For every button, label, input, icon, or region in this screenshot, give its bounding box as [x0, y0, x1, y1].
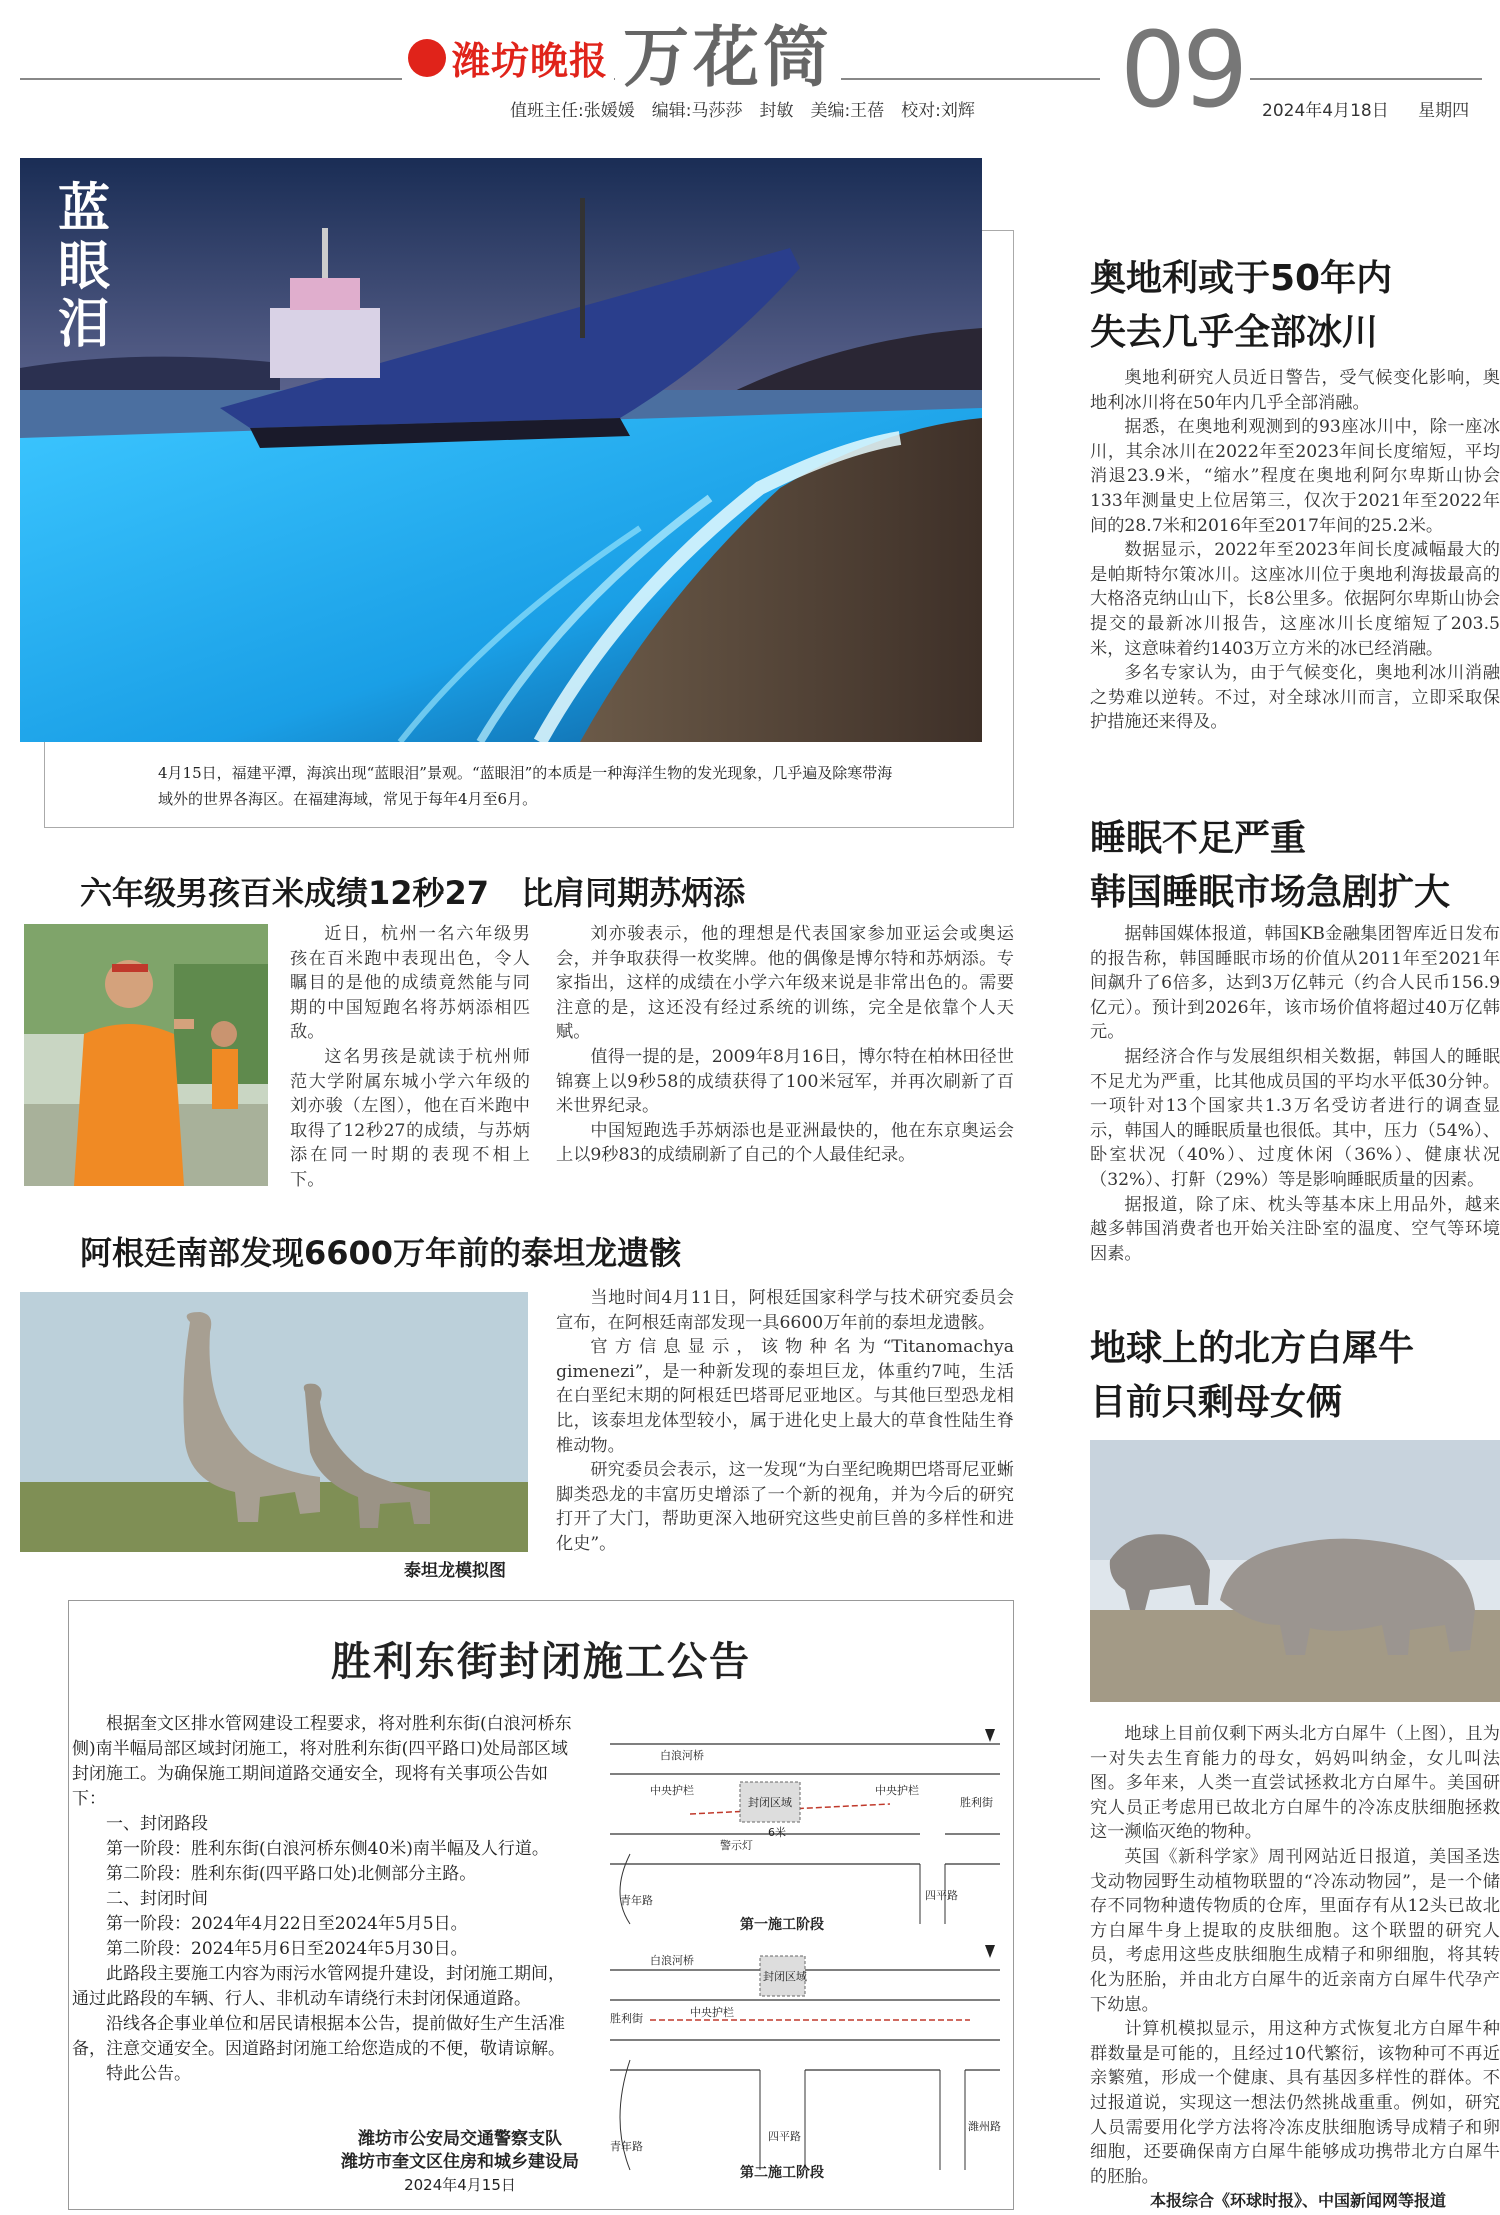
paragraph: 据悉，在奥地利观测到的93座冰川中，除一座冰川，其余冰川在2022年至2023年间长度缩短，平均消退23.9米，“缩水”程度在奥地利阿尔卑斯山协会133年测量史上位居第三，仅次于2021年至2022年间的28.7米和2016年至2017年间的25.2米。: [1090, 417, 1500, 536]
paragraph: 据经济合作与发展组织相关数据，韩国人的睡眠不足尤为严重，比其他成员国的平均水平低30分钟。一项针对13个国家共1.3万名受访者进行的调查显示，韩国人的睡眠质量也很低。其中，压力（54%）、卧室状况（40%）、过度休闲（36%）、健康状况（32%）、打鼾（29%）等是影响睡眠质量的因素。: [1090, 1046, 1500, 1190]
rhino-photo: [1090, 1440, 1500, 1702]
paragraph: 值得一提的是，2009年8月16日，博尔特在柏林田径世锦赛上以9秒58的成绩获得了100米冠军，并再次刷新了百米世界纪录。: [556, 1046, 1014, 1117]
titanosaur-headline: 阿根廷南部发现6600万年前的泰坦龙遗骸: [80, 1234, 682, 1272]
sleep-headline-line-1: 睡眠不足严重: [1090, 818, 1307, 859]
sleep-headline: [1090, 812, 1450, 920]
paragraph: 当地时间4月11日，阿根廷国家科学与技术研究委员会宣布，在阿根廷南部发现一具6600万年前的泰坦龙遗骸。: [556, 1288, 1014, 1333]
map-label: 白浪河桥: [660, 1749, 704, 1762]
paragraph: 英国《新科学家》周刊网站近日报道，美国圣迭戈动物园野生动植物联盟的“冷冻动物园”，是一个储存不同物种遗传物质的仓库，里面存有从12头已故北方白犀牛身上提取的皮肤细胞。这个联盟的研究人员，考虑用这些皮肤细胞生成精子和卵细胞，将其转化为胚胎，并由北方白犀牛的近亲南方白犀牛代孕产下幼崽。: [1090, 1846, 1500, 2015]
blue-tears-title: 蓝眼泪: [58, 179, 111, 355]
titanosaur-photo: [20, 1292, 528, 1552]
masthead-date: [1262, 96, 1469, 121]
sprint-column-2: [556, 922, 1014, 1168]
notice-item: 第二阶段：胜利东街(四平路口处)北侧部分主路。: [106, 1864, 477, 1884]
map-label: 封闭区域: [763, 1970, 807, 1983]
boy-runner-image: [24, 924, 268, 1186]
sleep-body: [1090, 922, 1500, 1266]
notice-paragraph: 特此公告。: [106, 2064, 191, 2084]
glaciers-headline-line-1: 奥地利或于50年内: [1090, 258, 1393, 299]
map-label: 胜利街: [610, 2012, 643, 2025]
north-arrow-icon: [985, 1729, 995, 1742]
bioluminescent-beach-image: [20, 158, 982, 742]
glaciers-body: [1090, 366, 1500, 735]
date: 2024年4月18日: [1262, 101, 1389, 121]
page-number: 09: [1114, 18, 1250, 122]
paragraph: 数据显示，2022年至2023年间长度减幅最大的是帕斯特尔策冰川。这座冰川位于奥地利海拔最高的大格洛克纳山山下，长8公里多。依据阿尔卑斯山协会提交的最新冰川报告，这座冰川长度缩短了203.5米，这意味着约1403万立方米的冰已经消融。: [1090, 540, 1500, 659]
map-label: 中央护栏: [875, 1784, 919, 1797]
map-label: 青年路: [610, 2140, 643, 2153]
titanosaur-body: [556, 1286, 1014, 1557]
paragraph: 官方信息显示，该物种名为“Titanomachya gimenezi”，是一种新发现的泰坦巨龙，体重约7吨，生活在白垩纪末期的阿根廷巴塔哥尼亚地区。与其他巨型恐龙相比，该泰坦龙体型较小，属于进化史上最大的草食性陆生脊椎动物。: [556, 1337, 1014, 1456]
titanosaur-image-caption: 泰坦龙模拟图: [404, 1561, 506, 1581]
map-stage-2-caption: 第二施工阶段: [740, 2165, 824, 2181]
logo: [402, 30, 614, 85]
map-label: 警示灯: [720, 1839, 753, 1852]
blue-tears-photo: [20, 158, 982, 742]
notice-signature: [300, 2128, 620, 2197]
sleep-headline-line-2: 韩国睡眠市场急剧扩大: [1090, 872, 1451, 913]
rhino-headline-line-1: 地球上的北方白犀牛: [1090, 1328, 1415, 1369]
map-stage-2-diagram: [590, 1940, 1010, 2180]
weekday: 星期四: [1418, 101, 1470, 121]
map-stage-1-caption: 第一施工阶段: [740, 1917, 824, 1933]
notice-paragraph: 此路段主要施工内容为雨污水管网提升建设，封闭施工期间，通过此路段的车辆、行人、非机动车请绕行未封闭保通道路。: [72, 1964, 565, 2009]
masthead-rule-right: [1232, 78, 1482, 80]
glaciers-headline: [1090, 252, 1392, 360]
construction-map-stage-2: [590, 1940, 1010, 2180]
map-label: 中央护栏: [650, 1784, 694, 1797]
north-arrow-icon: [985, 1945, 995, 1958]
map-label: 四平路: [925, 1889, 958, 1902]
blue-tears-caption: 4月15日，福建平潭，海滨出现“蓝眼泪”景观。“蓝眼泪”的本质是一种海洋生物的发光现象，几乎遍及除寒带海域外的世界各海区。在福建海域，常见于每年4月至6月。: [158, 764, 893, 808]
map-label: 四平路: [768, 2130, 801, 2143]
rhino-body: [1090, 1722, 1500, 2189]
notice-title: 胜利东街封闭施工公告: [331, 1639, 751, 1685]
glaciers-headline-line-2: 失去几乎全部冰川: [1090, 312, 1379, 353]
notice-paragraph: 沿线各企事业单位和居民请根据本公告，提前做好生产生活准备，注意交通安全。因道路封闭施工给您造成的不便，敬请谅解。: [72, 2014, 565, 2059]
sprint-headline: 六年级男孩百米成绩12秒27 比肩同期苏炳添: [80, 874, 746, 912]
map-label: 青年路: [620, 1894, 653, 1907]
paragraph: 据报道，除了床、枕头等基本床上用品外，越来越多韩国消费者也开始关注卧室的温度、空气等环境因素。: [1090, 1194, 1500, 1264]
sprint-photo: [24, 924, 268, 1186]
white-rhino-image: [1090, 1440, 1500, 1702]
logo-mark-icon: [408, 39, 446, 77]
paragraph: 中国短跑选手苏炳添也是亚洲最快的，他在东京奥运会上以9秒83的成绩刷新了自己的个人最佳纪录。: [556, 1120, 1014, 1166]
paragraph: 这名男孩是就读于杭州师范大学附属东城小学六年级的刘亦骏（左图），他在百米跑中取得了12秒27的成绩，与苏炳添在同一时期的表现不相上下。: [290, 1046, 530, 1190]
paragraph: 据韩国媒体报道，韩国KB金融集团智库近日发布的报告称，韩国睡眠市场的价值从2011年至2021年间飙升了6倍多，达到3万亿韩元（约合人民币156.9亿元）。预计到2026年，该市场价值将超过40万亿韩元。: [1090, 924, 1500, 1043]
map-label: 胜利街: [960, 1796, 993, 1809]
map-label: 白浪河桥: [650, 1954, 694, 1967]
rhino-headline: [1090, 1322, 1414, 1430]
paragraph: 奥地利研究人员近日警告，受气候变化影响，奥地利冰川将在50年内几乎全部消融。: [1090, 368, 1500, 413]
notice-date: 2024年4月15日: [404, 2176, 516, 2194]
paragraph: 近日，杭州一名六年级男孩在百米跑中表现出色，令人瞩目的是他的成绩竟然能与同期的中国短跑名将苏炳添相匹敌。: [290, 924, 530, 1043]
sprint-column-1: [290, 922, 530, 1193]
titanosaur-model-image: [20, 1292, 528, 1552]
construction-map-stage-1: [590, 1724, 1010, 1934]
paragraph: 地球上目前仅剩下两头北方白犀牛（上图），且为一对失去生育能力的母女，妈妈叫纳金，女儿叫法图。多年来，人类一直尝试拯救北方白犀牛。美国研究人员正考虑用已故北方白犀牛的冷冻皮肤细胞拯救这一濒临灭绝的物种。: [1090, 1724, 1500, 1843]
notice-item: 二、封闭时间: [106, 1889, 208, 1909]
map-label: 潍州路: [968, 2120, 1001, 2133]
notice-item: 第二阶段：2024年5月6日至2024年5月30日。: [106, 1939, 468, 1959]
notice-item: 一、封闭路段: [106, 1814, 208, 1834]
notice-item: 第一阶段：2024年4月22日至2024年5月5日。: [106, 1914, 468, 1934]
map-label: 封闭区域: [748, 1796, 792, 1809]
map-label: 中央护栏: [690, 2006, 734, 2019]
notice-item: 第一阶段：胜利东街(白浪河桥东侧40米)南半幅及人行道。: [106, 1839, 549, 1859]
notice-signer-2: 潍坊市奎文区住房和城乡建设局: [341, 2152, 579, 2172]
paragraph: 研究委员会表示，这一发现“为白垩纪晚期巴塔哥尼亚蜥脚类恐龙的丰富历史增添了一个新的视角，并为今后的研究打开了大门，帮助更深入地研究这些史前巨兽的多样性和进化史”。: [556, 1460, 1014, 1554]
logo-text: 潍坊晚报: [452, 39, 609, 83]
rhino-source: 本报综合《环球时报》、中国新闻网等报道: [1150, 2191, 1447, 2210]
notice-body: [72, 1712, 580, 2087]
map-stage-1-diagram: [590, 1724, 1010, 1934]
paragraph: 计算机模拟显示，用这种方式恢复北方白犀牛种群数量是可能的，且经过10代繁衍，该物种可不再近亲繁殖，形成一个健康、具有基因多样性的群体。不过报道说，实现这一想法仍然挑战重重。例如，研究人员需要用化学方法将冷冻皮肤细胞诱导成精子和卵细胞，还要确保南方白犀牛能够成功携带北方白犀牛的胚胎。: [1090, 2019, 1500, 2187]
rhino-headline-line-2: 目前只剩母女俩: [1090, 1382, 1343, 1423]
notice-signer-1: 潍坊市公安局交通警察支队: [358, 2129, 562, 2149]
paragraph: 刘亦骏表示，他的理想是代表国家参加亚运会或奥运会，并争取获得一枚奖牌。他的偶像是博尔特和苏炳添。专家指出，这样的成绩在小学六年级来说是非常出色的。需要注意的是，这还没有经过系统的训练，完全是依靠个人天赋。: [556, 924, 1014, 1043]
map-label: 6米: [768, 1826, 786, 1839]
masthead-credits: 值班主任:张媛媛 编辑:马莎莎 封敏 美编:王蓓 校对:刘辉: [510, 101, 975, 121]
notice-intro: 根据奎文区排水管网建设工程要求，将对胜利东街(白浪河桥东侧)南半幅局部区域封闭施工，将对胜利东街(四平路口)处局部区域封闭施工。为确保施工期间道路交通安全，现将有关事项公告如下：: [72, 1714, 572, 1809]
paragraph: 多名专家认为，由于气候变化，奥地利冰川消融之势难以逆转。不过，对全球冰川而言，立即采取保护措施还来得及。: [1090, 663, 1500, 733]
section-title: 万花筒: [615, 4, 841, 99]
